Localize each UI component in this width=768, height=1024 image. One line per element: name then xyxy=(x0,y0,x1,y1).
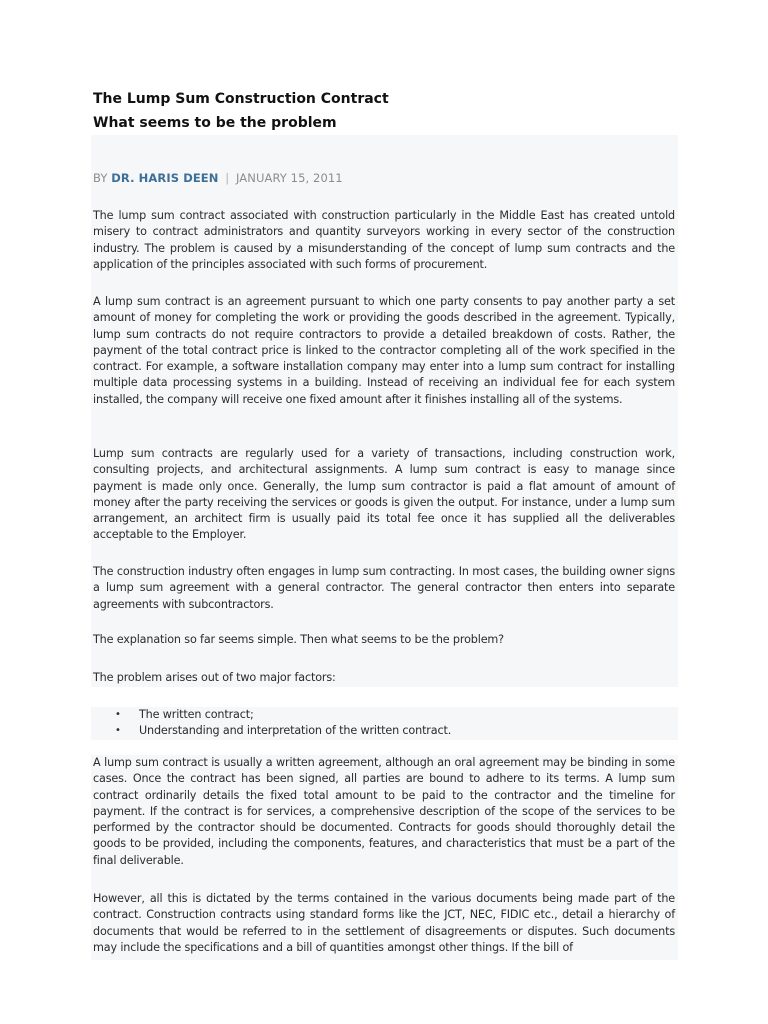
byline-prefix: BY xyxy=(93,171,108,185)
paragraph-4: The construction industry often engages in lump sum contracting. In most cases, the building owner signs a lump sum agreement with a general contractor. The general contractor then enters into separate agreements with subcontractors. xyxy=(93,565,675,611)
list-item xyxy=(110,723,451,739)
factor-list xyxy=(110,707,451,740)
list-item-text: The written contract; xyxy=(139,708,254,721)
paragraph-7: A lump sum contract is usually a written agreement, although an oral agreement may be binding in some cases. Once the contract has been signed, all parties are bound to adhere to its terms. A lump sum contract ordinarily details the fixed total amount to be paid to the contractor and the timeline for payment. If the contract is for services, a comprehensive description of the scope of the services to be performed by the contractor should be documented. Contracts for goods should thoroughly detail the goods to be provided, including the components, features, and characteristics that must be a part of the final deliverable. xyxy=(93,756,675,867)
document-subtitle: What seems to be the problem xyxy=(93,115,337,131)
list-item xyxy=(110,707,451,723)
bullet-dot-icon: • xyxy=(115,709,121,720)
byline xyxy=(93,171,343,185)
paragraph-3: Lump sum contracts are regularly used for a variety of transactions, including construction work, consulting projects, and architectural assignments. A lump sum contract is easy to manage since payment is made only once. Generally, the lump sum contractor is paid a flat amount of amount of money after the party receiving the services or goods is given the output. For instance, under a lump sum arrangement, an architect firm is usually paid its total fee once it has supplied all the deliverables acceptable to the Employer. xyxy=(93,447,675,542)
paragraph-2: A lump sum contract is an agreement pursuant to which one party consents to pay another party a set amount of money for completing the work or providing the goods described in the agreement. Typically, lump sum contracts do not require contractors to provide a detailed breakdown of costs. Rather, the payment of the total contract price is linked to the contractor completing all of the work specified in the contract. For example, a software installation company may enter into a lump sum contract for installing multiple data processing systems in a building. Instead of receiving an individual fee for each system installed, the company will receive one fixed amount after it finishes installing all of the systems. xyxy=(93,295,675,406)
paragraph-5: The explanation so far seems simple. Then what seems to be the problem? xyxy=(93,633,504,646)
paragraph-8: However, all this is dictated by the terms contained in the various documents being made part of the contract. Construction contracts using standard forms like the JCT, NEC, FIDIC etc., detail a hierarchy of documents that would be referred to in the settlement of disagreements or disputes. Such documents may include the specifications and a bill of quantities amongst other things. If the bill of xyxy=(93,892,675,954)
paragraph-6: The problem arises out of two major factors: xyxy=(93,671,336,684)
document-title: The Lump Sum Construction Contract xyxy=(93,91,389,107)
byline-date: JANUARY 15, 2011 xyxy=(236,171,343,185)
byline-separator: | xyxy=(225,171,230,185)
bullet-dot-icon: • xyxy=(115,725,121,737)
paragraph-1: The lump sum contract associated with construction particularly in the Middle East has created untold misery to contract administrators and quantity surveyors working in every sector of the construction industry. The problem is caused by a misunderstanding of the concept of lump sum contracts and the application of the principles associated with such forms of procurement. xyxy=(93,209,675,271)
author-link[interactable]: DR. HARIS DEEN xyxy=(111,171,219,185)
list-item-text: Understanding and interpretation of the written contract. xyxy=(139,724,452,738)
